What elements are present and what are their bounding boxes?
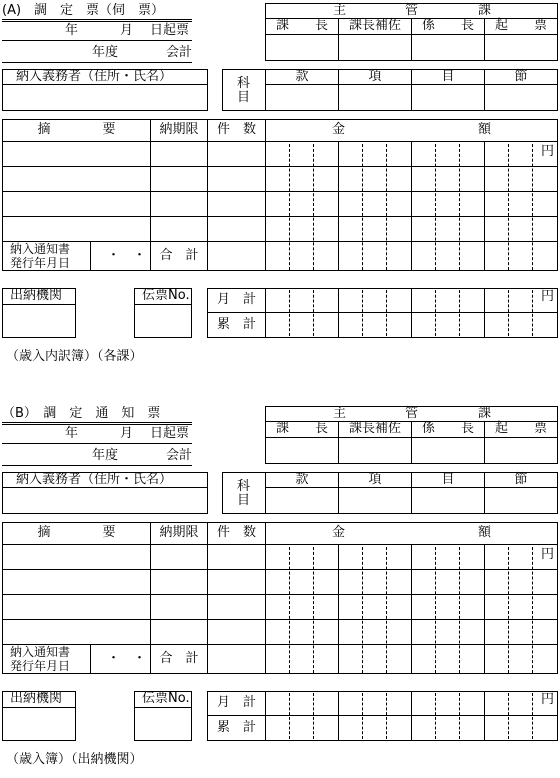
monthly-digit-line: [313, 693, 314, 739]
monthly-digit-line: [362, 693, 363, 739]
monthly-digit-line: [362, 290, 363, 336]
monthly-col-line: [411, 691, 412, 741]
title-underline: [2, 422, 192, 423]
subject-kan: 款: [295, 69, 309, 84]
notice-label-2: 発行年月日: [10, 659, 71, 673]
account-label: 会計: [166, 45, 193, 60]
monthly-col-line: [411, 288, 412, 338]
amount-digit-line: [508, 144, 509, 270]
main-row-line: [2, 644, 558, 645]
dept-header-1: 主: [333, 406, 347, 421]
amount-digit-line: [362, 144, 363, 270]
monthly-digit-line: [435, 693, 436, 739]
col-kin: 金: [332, 122, 346, 137]
amount-col-line: [484, 544, 485, 674]
voucher-divider: [134, 707, 192, 708]
yen-unit-monthly: 円: [541, 692, 555, 707]
date-day: 日起票: [150, 426, 190, 441]
amount-col-line: [484, 141, 485, 271]
issuer-divider: [2, 707, 76, 708]
amount-digit-line: [386, 547, 387, 673]
main-row-line: [2, 619, 558, 620]
monthly-digit-line: [435, 290, 436, 336]
amount-digit-line: [435, 144, 436, 270]
dept-header-3: 課: [478, 406, 492, 421]
amount-digit-line: [362, 547, 363, 673]
cumulative-total: 累 計: [216, 720, 256, 735]
approval-section-chief: 課 長: [275, 421, 328, 436]
amount-digit-line: [313, 144, 314, 270]
col-gaku: 額: [478, 122, 492, 137]
main-row-line: [2, 191, 558, 192]
date-underline: [2, 40, 192, 41]
col-gaku: 額: [478, 525, 492, 540]
monthly-col-line: [484, 691, 485, 741]
monthly-digit-line: [508, 290, 509, 336]
date-month: 月: [120, 23, 134, 38]
yen-unit-monthly: 円: [541, 289, 555, 304]
monthly-digit-line: [289, 693, 290, 739]
form-b: [0, 403, 560, 778]
account-label: 会計: [166, 448, 193, 463]
issuer-divider: [2, 304, 76, 305]
form-footer: （歳入内訳簿）（各課）: [6, 349, 143, 364]
monthly-row-line: [207, 312, 558, 313]
col-count: 件 数: [216, 525, 256, 540]
subject-moku: 目: [441, 69, 455, 84]
amount-digit-line: [289, 144, 290, 270]
amount-digit-line: [459, 547, 460, 673]
monthly-col-line: [484, 288, 485, 338]
notice-col-line: [90, 644, 91, 674]
title-underline-2: [2, 424, 192, 425]
monthly-col-line: [265, 691, 266, 741]
subject-label-1: 科: [237, 76, 251, 91]
main-row-line: [2, 166, 558, 167]
amount-digit-line: [435, 547, 436, 673]
date-month: 月: [120, 426, 134, 441]
amount-digit-line: [289, 547, 290, 673]
approval-deputy: 課長補佐: [348, 421, 401, 436]
col-summary: 摘 要: [37, 525, 116, 540]
monthly-total: 月 計: [216, 695, 256, 710]
subject-kan: 款: [295, 472, 309, 487]
monthly-row-line: [207, 715, 558, 716]
subject-setsu: 節: [514, 472, 528, 487]
voucher-label: 伝票No.: [142, 288, 190, 303]
cumulative-total: 累 計: [216, 317, 256, 332]
monthly-digit-line: [459, 693, 460, 739]
approval-subsection-chief: 係 長: [421, 421, 474, 436]
approval-deputy: 課長補佐: [348, 18, 401, 33]
dept-header-2: 管: [405, 406, 419, 421]
amount-col-line: [411, 141, 412, 271]
approval-subsection-chief: 係 長: [421, 18, 474, 33]
main-row-line: [2, 544, 558, 545]
main-row-line: [2, 216, 558, 217]
monthly-col-line: [338, 691, 339, 741]
notice-date-dots: ・ ・: [107, 248, 147, 263]
voucher-divider: [134, 304, 192, 305]
notice-label-1: 納入通知書: [10, 645, 71, 659]
title-underline-2: [2, 21, 192, 22]
subject-moku: 目: [441, 472, 455, 487]
notice-date-dots: ・ ・: [107, 651, 147, 666]
date-year: 年: [65, 426, 79, 441]
col-count: 件 数: [216, 122, 256, 137]
amount-digit-line: [313, 547, 314, 673]
amount-digit-line: [459, 144, 460, 270]
dept-header-2: 管: [405, 3, 419, 18]
form-a: [0, 0, 560, 375]
monthly-digit-line: [532, 290, 533, 336]
monthly-digit-line: [508, 693, 509, 739]
yen-unit: 円: [541, 144, 555, 159]
subject-label-2: 目: [237, 493, 251, 508]
subject-label-1: 科: [237, 479, 251, 494]
form-footer: （歳入簿）（出納機関）: [6, 752, 143, 767]
approval-drafter: 起 票: [494, 18, 547, 33]
subject-kou: 項: [368, 69, 382, 84]
monthly-digit-line: [289, 290, 290, 336]
voucher-label: 伝票No.: [142, 691, 190, 706]
subject-label-2: 目: [237, 90, 251, 105]
col-due-date: 納期限: [159, 122, 199, 137]
amount-col-line: [411, 544, 412, 674]
subject-divider: [265, 84, 558, 85]
fiscal-year: 年度: [92, 45, 119, 60]
approval-drafter: 起 票: [494, 421, 547, 436]
issuer-label: 出納機関: [10, 691, 63, 706]
main-row-line: [2, 569, 558, 570]
monthly-digit-line: [532, 693, 533, 739]
date-day: 日起票: [150, 23, 190, 38]
payer-label: 納入義務者（住所・氏名）: [16, 472, 173, 487]
monthly-digit-line: [313, 290, 314, 336]
main-row-line: [2, 594, 558, 595]
notice-col-line: [90, 241, 91, 271]
monthly-digit-line: [459, 290, 460, 336]
fiscal-underline: [2, 465, 192, 466]
amount-digit-line: [508, 547, 509, 673]
col-due-date: 納期限: [159, 525, 199, 540]
monthly-digit-line: [386, 290, 387, 336]
approval-section-chief: 課 長: [275, 18, 328, 33]
notice-label-2: 発行年月日: [10, 256, 71, 270]
main-row-line: [2, 241, 558, 242]
main-row-line: [2, 141, 558, 142]
amount-digit-line: [386, 144, 387, 270]
monthly-col-line: [338, 288, 339, 338]
amount-col-line: [338, 544, 339, 674]
subject-divider: [265, 487, 558, 488]
total-label: 合 計: [159, 248, 199, 263]
title-underline: [2, 19, 192, 20]
date-underline: [2, 443, 192, 444]
fiscal-underline: [2, 62, 192, 63]
subject-setsu: 節: [514, 69, 528, 84]
total-label: 合 計: [159, 651, 199, 666]
notice-label-1: 納入通知書: [10, 242, 71, 256]
monthly-col-line: [265, 288, 266, 338]
monthly-digit-line: [386, 693, 387, 739]
col-summary: 摘 要: [37, 122, 116, 137]
subject-kou: 項: [368, 472, 382, 487]
yen-unit: 円: [541, 547, 555, 562]
monthly-total: 月 計: [216, 292, 256, 307]
fiscal-year: 年度: [92, 448, 119, 463]
amount-digit-line: [532, 144, 533, 270]
date-year: 年: [65, 23, 79, 38]
payer-divider: [2, 84, 208, 85]
form-title: （B） 調 定 通 知 票: [2, 406, 161, 421]
issuer-label: 出納機関: [10, 288, 63, 303]
dept-header-1: 主: [333, 3, 347, 18]
payer-label: 納入義務者（住所・氏名）: [16, 69, 173, 84]
payer-divider: [2, 487, 208, 488]
amount-digit-line: [532, 547, 533, 673]
dept-header-3: 課: [478, 3, 492, 18]
col-kin: 金: [332, 525, 346, 540]
form-title: (A) 調 定 票（伺 票）: [2, 3, 165, 18]
amount-col-line: [338, 141, 339, 271]
